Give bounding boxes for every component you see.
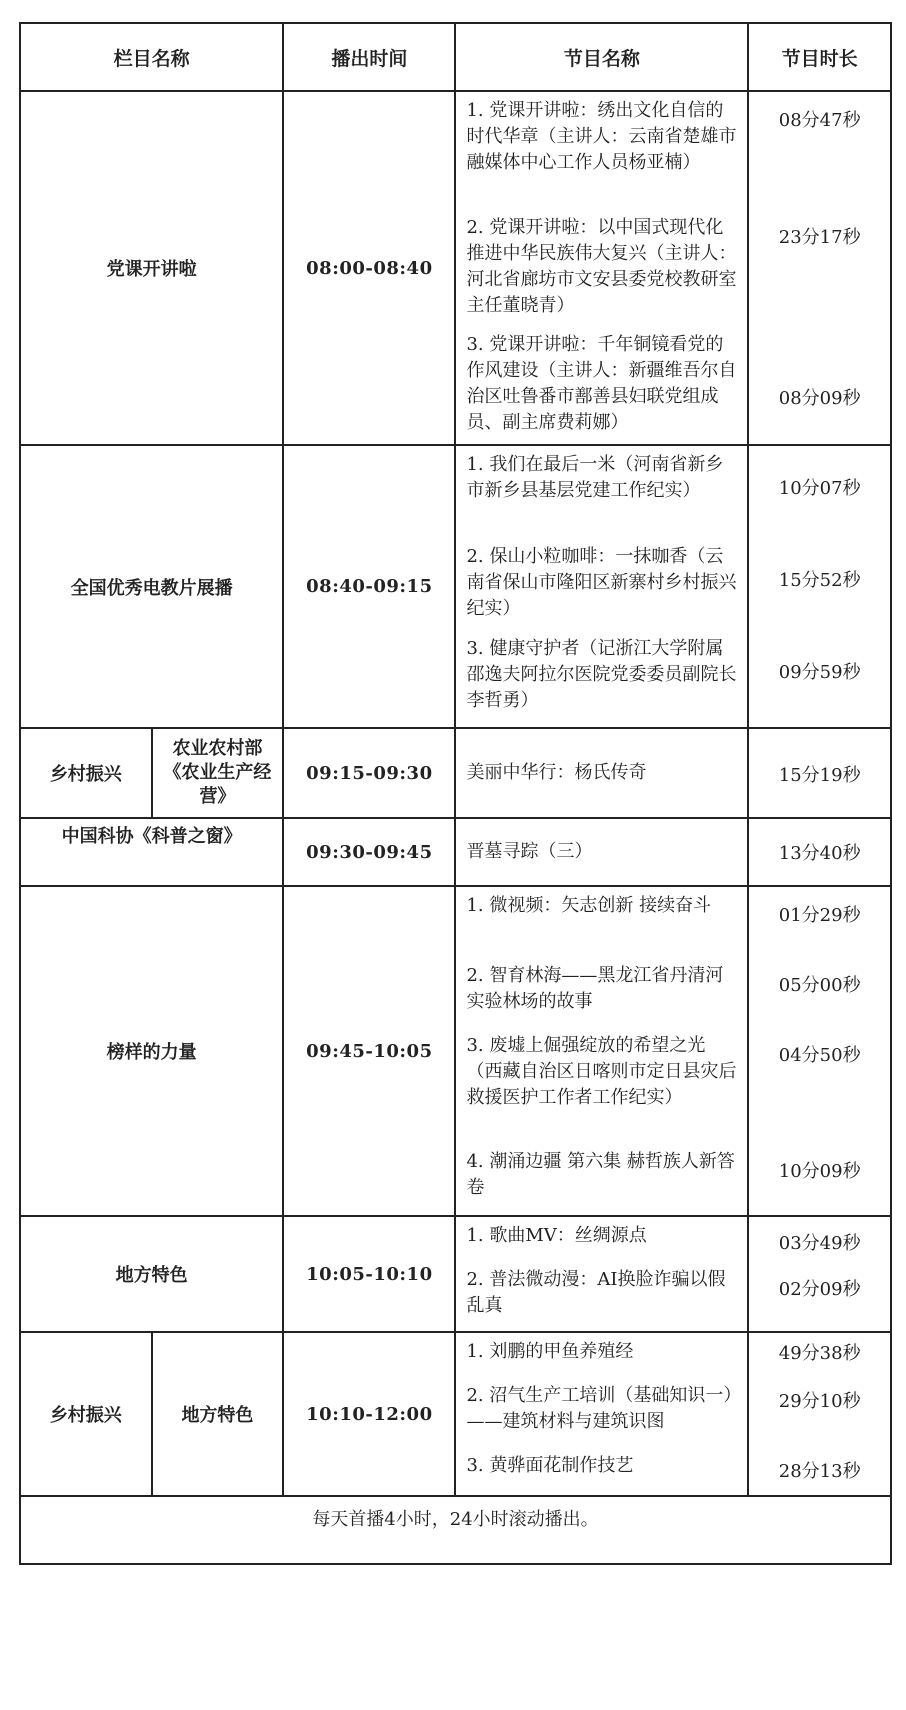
program-item: 4. 潮涌边疆 第六集 赫哲族人新答卷 (466, 1151, 735, 1198)
column-name-sub: 地方特色 (152, 1332, 284, 1496)
table-row (20, 1332, 891, 1496)
duration-cell (748, 1332, 891, 1496)
duration: 23分17秒 (778, 227, 861, 248)
footer-note: 每天首播4小时，24小时滚动播出。 (20, 1496, 891, 1564)
header-column-name: 栏目名称 (20, 23, 283, 91)
air-time: 09:30-09:45 (283, 818, 455, 886)
program-item: 1. 我们在最后一米（河南省新乡市新乡县基层党建工作纪实） (466, 454, 724, 501)
column-name: 地方特色 (20, 1216, 283, 1332)
program-list (455, 445, 748, 728)
duration-cell (748, 91, 891, 445)
duration-cell (748, 886, 891, 1216)
program-item: 1. 歌曲MV：丝绸源点 (466, 1225, 647, 1246)
duration: 08分47秒 (778, 110, 861, 131)
duration: 04分50秒 (778, 1045, 861, 1066)
program-list (455, 886, 748, 1216)
program-item: 2. 普法微动漫：AI换脸诈骗以假乱真 (466, 1269, 726, 1316)
table-row (20, 728, 891, 818)
program-item: 美丽中华行：杨氏传奇 (466, 762, 647, 783)
air-time: 09:15-09:30 (283, 728, 455, 818)
header-program-name: 节目名称 (455, 23, 748, 91)
duration: 01分29秒 (778, 905, 861, 926)
program-item: 2. 党课开讲啦：以中国式现代化推进中华民族伟大复兴（主讲人：河北省廊坊市文安县委党校教研室主任董晓青） (466, 217, 737, 316)
air-time: 09:45-10:05 (283, 886, 455, 1216)
program-item: 2. 保山小粒咖啡：一抹咖香（云南省保山市隆阳区新寨村乡村振兴纪实） (466, 546, 737, 619)
column-name: 全国优秀电教片展播 (20, 445, 283, 728)
program-list (455, 728, 748, 818)
table-row (20, 91, 891, 445)
air-time: 10:05-10:10 (283, 1216, 455, 1332)
program-item: 3. 废墟上倔强绽放的希望之光（西藏自治区日喀则市定日县灾后救援医护工作者工作纪实） (466, 1035, 737, 1108)
header-air-time: 播出时间 (283, 23, 455, 91)
duration: 13分40秒 (778, 843, 861, 864)
table-row (20, 1216, 891, 1332)
table-row (20, 445, 891, 728)
schedule-table (19, 22, 892, 1565)
table-row (20, 886, 891, 1216)
duration: 29分10秒 (778, 1391, 861, 1412)
air-time: 10:10-12:00 (283, 1332, 455, 1496)
program-item: 3. 健康守护者（记浙江大学附属邵逸夫阿拉尔医院党委委员副院长李哲勇） (466, 638, 737, 711)
duration: 08分09秒 (778, 388, 861, 409)
duration: 10分09秒 (778, 1161, 861, 1182)
program-list (455, 1216, 748, 1332)
program-list (455, 818, 748, 886)
duration-cell (748, 728, 891, 818)
duration: 28分13秒 (778, 1461, 861, 1482)
duration-cell (748, 818, 891, 886)
column-name: 中国科协《科普之窗》 (20, 818, 283, 886)
column-name: 榜样的力量 (20, 886, 283, 1216)
program-item: 1. 党课开讲啦：绣出文化自信的时代华章（主讲人：云南省楚雄市融媒体中心工作人员杨亚楠） (466, 100, 737, 173)
air-time: 08:00-08:40 (283, 91, 455, 445)
air-time: 08:40-09:15 (283, 445, 455, 728)
program-item: 3. 党课开讲啦：千年铜镜看党的作风建设（主讲人：新疆维吾尔自治区吐鲁番市鄯善县妇联党组成员、副主席费莉娜） (466, 334, 737, 433)
header-row (20, 23, 891, 91)
column-name-main: 乡村振兴 (20, 728, 152, 818)
table-row (20, 818, 891, 886)
duration: 15分19秒 (778, 765, 861, 786)
footer-row (20, 1496, 891, 1564)
column-name-sub: 农业农村部《农业生产经营》 (152, 728, 284, 818)
program-item: 1. 刘鹏的甲鱼养殖经 (466, 1341, 634, 1362)
program-item: 晋墓寻踪（三） (466, 841, 593, 862)
column-name-main: 乡村振兴 (20, 1332, 152, 1496)
program-item: 2. 沼气生产工培训（基础知识一）——建筑材料与建筑识图 (466, 1385, 733, 1432)
duration: 09分59秒 (778, 662, 861, 683)
duration-cell (748, 445, 891, 728)
header-duration: 节目时长 (748, 23, 891, 91)
program-list (455, 91, 748, 445)
duration: 10分07秒 (778, 478, 861, 499)
duration: 05分00秒 (778, 975, 861, 996)
program-item: 1. 微视频：矢志创新 接续奋斗 (466, 895, 712, 916)
duration: 03分49秒 (778, 1233, 861, 1254)
program-item: 2. 智育林海——黑龙江省丹清河实验林场的故事 (466, 965, 724, 1012)
duration-cell (748, 1216, 891, 1332)
duration: 15分52秒 (778, 570, 861, 591)
duration: 49分38秒 (778, 1343, 861, 1364)
column-name: 党课开讲啦 (20, 91, 283, 445)
program-list (455, 1332, 748, 1496)
duration: 02分09秒 (778, 1279, 861, 1300)
program-item: 3. 黄骅面花制作技艺 (466, 1455, 634, 1476)
